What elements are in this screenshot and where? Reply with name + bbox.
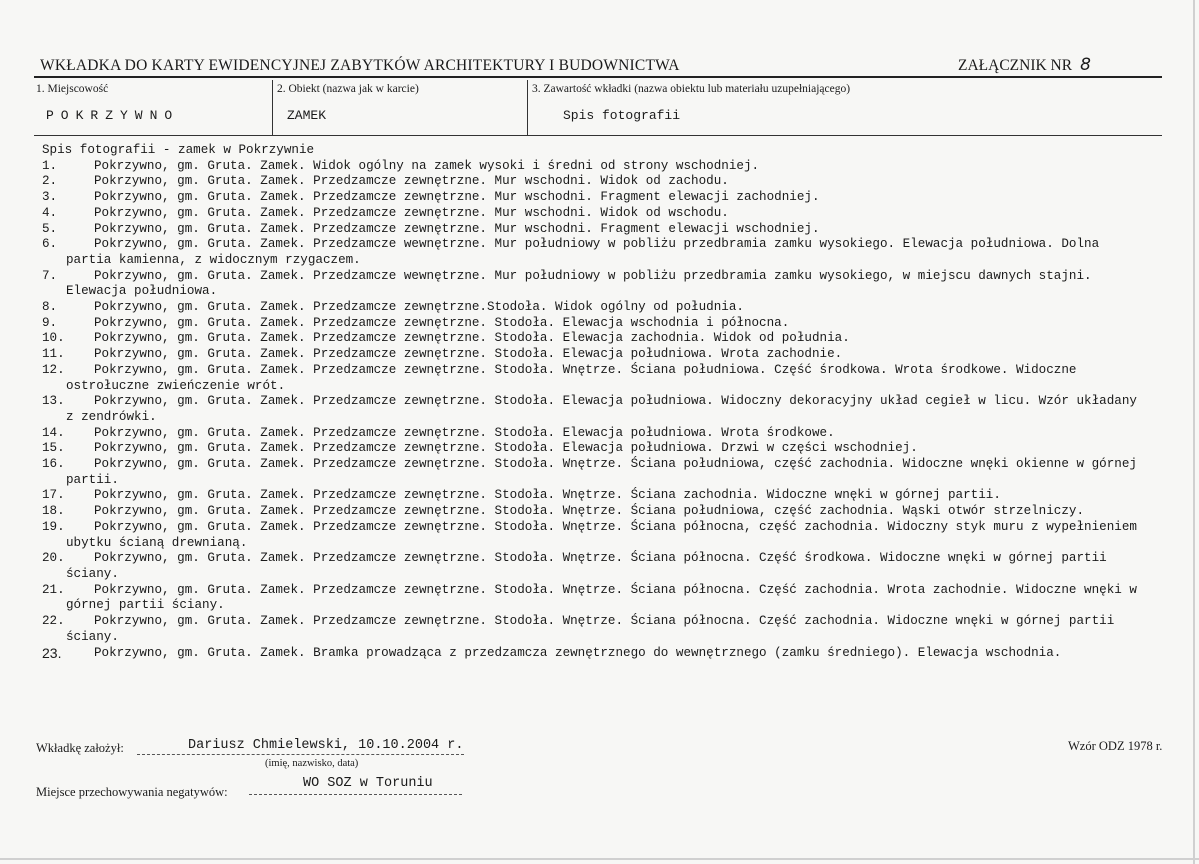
list-item <box>42 426 1152 442</box>
annex-number: 8 <box>1080 55 1091 75</box>
author-value: Dariusz Chmielewski, 10.10.2004 r. <box>188 738 464 753</box>
list-item <box>42 237 1152 268</box>
list-item-number: 17. <box>42 488 65 503</box>
list-item-text: Pokrzywno, gm. Gruta. Zamek. Przedzamcze zewnętrzne. Stodoła. Wnętrze. Ściana południowa, część zachodnia. Wąski otwór strzelniczy. <box>94 504 1085 519</box>
list-item-number: 1. <box>42 158 58 173</box>
list-item-text: Pokrzywno, gm. Gruta. Zamek. Przedzamcze zewnętrzne. Stodoła. Wnętrze. Ściana północna, część zachodnia. Widoczny styk muru z wypełnieniem ubytku ścianą drewnianą. <box>66 519 1137 550</box>
list-item-number: 14. <box>42 425 65 440</box>
list-item <box>42 363 1152 394</box>
column-divider <box>272 80 273 135</box>
scan-edge-bottom <box>0 858 1199 860</box>
locality-value: POKRZYWNO <box>46 108 180 123</box>
list-item-number: 8. <box>42 300 58 315</box>
list-item <box>42 269 1152 300</box>
list-item <box>42 646 1152 662</box>
list-item <box>42 583 1152 614</box>
list-item-text: Pokrzywno, gm. Gruta. Zamek. Widok ogólny na zamek wysoki i średni od strony wschodniej. <box>94 158 760 173</box>
list-item-text: Pokrzywno, gm. Gruta. Zamek. Przedzamcze zewnętrzne. Stodoła. Elewacja południowa. Wrota zachodnie. <box>94 347 843 362</box>
list-item <box>42 394 1152 425</box>
content-value: Spis fotografii <box>563 108 681 123</box>
list-item-text: Pokrzywno, gm. Gruta. Zamek. Bramka prowadząca z przedzamcza zewnętrznego do wewnętrznego (zamku średniego). Elewacja wschodnia. <box>94 645 1062 660</box>
list-item <box>42 222 1152 238</box>
list-item <box>42 520 1152 551</box>
list-item-text: Pokrzywno, gm. Gruta. Zamek. Przedzamcze zewnętrzne. Stodoła. Wnętrze. Ściana zachodnia. Widoczne wnęki w górnej partii. <box>94 488 1001 503</box>
list-item <box>42 614 1152 645</box>
storage-line <box>249 794 462 795</box>
list-item-number: 9. <box>42 315 58 330</box>
fields-rule <box>34 135 1162 136</box>
list-item-number: 23. <box>42 644 62 661</box>
list-item <box>42 457 1152 488</box>
list-item-number: 22. <box>42 614 65 629</box>
annex-label: ZAŁĄCZNIK NR <box>958 57 1073 74</box>
author-line <box>137 754 464 755</box>
list-item-text: Pokrzywno, gm. Gruta. Zamek. Przedzamcze zewnętrzne. Stodoła. Wnętrze. Ściana północna. Część środkowa. Widoczne wnęki w górnej partii ściany. <box>66 551 1107 581</box>
list-item-text: Pokrzywno, gm. Gruta. Zamek. Przedzamcze zewnętrzne. Stodoła. Elewacja zachodnia. Widok od południa. <box>94 331 850 346</box>
list-item-text: Pokrzywno, gm. Gruta. Zamek. Przedzamcze zewnętrzne. Stodoła. Elewacja południowa. Drzwi w części wschodniej. <box>94 441 918 456</box>
list-item-text: Pokrzywno, gm. Gruta. Zamek. Przedzamcze zewnętrzne. Mur wschodni. Widok od zachodu. <box>94 174 729 189</box>
list-item <box>42 159 1152 175</box>
list-item-number: 16. <box>42 457 65 472</box>
column-divider <box>527 80 528 135</box>
scan-edge-right <box>1193 0 1195 864</box>
storage-label: Miejsce przechowywania negatywów: <box>36 785 228 799</box>
list-item <box>42 174 1152 190</box>
list-item-number: 3. <box>42 190 58 205</box>
list-item <box>42 488 1152 504</box>
list-item-text: Pokrzywno, gm. Gruta. Zamek. Przedzamcze zewnętrzne. Mur wschodni. Fragment elewacji zachodniej. <box>94 190 820 205</box>
list-item-text: Pokrzywno, gm. Gruta. Zamek. Przedzamcze zewnętrzne. Mur wschodni. Widok od wschodu. <box>94 205 729 220</box>
list-item-number: 12. <box>42 362 65 377</box>
header-rule <box>34 76 1162 78</box>
list-item-number: 13. <box>42 394 65 409</box>
list-item-text: Pokrzywno, gm. Gruta. Zamek. Przedzamcze zewnętrzne. Mur wschodni. Fragment elewacji wschodniej. <box>94 221 820 236</box>
list-item-text: Pokrzywno, gm. Gruta. Zamek. Przedzamcze wewnętrzne. Mur południowy w pobliżu przedbramia zamku wysokiego, w miejscu dawnych stajni. Elewacja południowa. <box>66 268 1092 299</box>
list-item-text: Pokrzywno, gm. Gruta. Zamek. Przedzamcze zewnętrzne. Stodoła. Elewacja południowa. Widoczny dekoracyjny układ cegieł w licu. Wzór układany z zendrówki. <box>66 394 1137 424</box>
list-item <box>42 190 1152 206</box>
list-item-text: Pokrzywno, gm. Gruta. Zamek. Przedzamcze zewnętrzne. Stodoła. Wnętrze. Ściana południowa, część zachodnia. Widoczne wnęki okienne w górnej partii. <box>66 457 1137 487</box>
author-caption: (imię, nazwisko, data) <box>265 758 359 769</box>
list-item <box>42 331 1152 347</box>
list-item-text: Pokrzywno, gm. Gruta. Zamek. Przedzamcze zewnętrzne.Stodoła. Widok ogólny od południa. <box>94 300 744 315</box>
list-item <box>42 300 1152 316</box>
list-item-text: Pokrzywno, gm. Gruta. Zamek. Przedzamcze wewnętrzne. Mur południowy w pobliżu przedbramia zamku wysokiego. Elewacja południowa. Dolna partia kamienna, z widocznym rzygaczem. <box>66 237 1100 267</box>
list-item <box>42 347 1152 363</box>
list-item-text: Pokrzywno, gm. Gruta. Zamek. Przedzamcze zewnętrzne. Stodoła. Elewacja południowa. Wrota środkowe. <box>94 425 835 440</box>
list-item-text: Pokrzywno, gm. Gruta. Zamek. Przedzamcze zewnętrzne. Stodoła. Wnętrze. Ściana północna. Część zachodnia. Widoczne wnęki w górnej partii ściany. <box>66 614 1115 644</box>
list-item-number: 20. <box>42 551 65 566</box>
annex-label-group <box>958 55 1091 75</box>
template-number: Wzór ODZ 1978 r. <box>1068 739 1163 753</box>
form-title: WKŁADKA DO KARTY EWIDENCYJNEJ ZABYTKÓW ARCHITEKTURY I BUDOWNICTWA <box>40 57 680 74</box>
photo-list-entries <box>42 159 1152 662</box>
list-item <box>42 206 1152 222</box>
list-item-number: 4. <box>42 205 58 220</box>
list-item-number: 7. <box>42 268 58 283</box>
list-item-number: 19. <box>42 519 65 534</box>
list-item-number: 5. <box>42 221 58 236</box>
list-item-number: 11. <box>42 347 65 362</box>
list-item-text: Pokrzywno, gm. Gruta. Zamek. Przedzamcze zewnętrzne. Stodoła. Wnętrze. Ściana południowa. Część środkowa. Wrota środkowe. Widoczne ostrołuczne zwieńczenie wrót. <box>66 362 1077 393</box>
list-item <box>42 316 1152 332</box>
author-label: Wkładkę założył: <box>36 741 124 755</box>
list-item-number: 21. <box>42 582 65 597</box>
list-item-number: 2. <box>42 174 58 189</box>
list-item-number: 18. <box>42 504 65 519</box>
list-item <box>42 441 1152 457</box>
list-item-number: 6. <box>42 237 58 252</box>
object-label: 2. Obiekt (nazwa jak w karcie) <box>277 83 419 95</box>
content-label: 3. Zawartość wkładki (nazwa obiektu lub materiału uzupełniającego) <box>532 83 851 95</box>
list-item-number: 15. <box>42 441 65 456</box>
list-item-text: Pokrzywno, gm. Gruta. Zamek. Przedzamcze zewnętrzne. Stodoła. Elewacja wschodnia i północna. <box>94 315 790 330</box>
list-item <box>42 551 1152 582</box>
list-item-text: Pokrzywno, gm. Gruta. Zamek. Przedzamcze zewnętrzne. Stodoła. Wnętrze. Ściana północna. Część zachodnia. Wrota zachodnie. Widoczne wnęki w górnej partii ściany. <box>66 582 1137 613</box>
photo-list-heading: Spis fotografii - zamek w Pokrzywnie <box>42 143 315 157</box>
photo-list <box>42 143 1152 661</box>
list-item-number: 10. <box>42 331 65 346</box>
list-item <box>42 504 1152 520</box>
locality-label: 1. Miejscowość <box>36 83 109 95</box>
object-value: ZAMEK <box>287 108 327 123</box>
storage-value: WO SOZ w Toruniu <box>303 776 433 791</box>
